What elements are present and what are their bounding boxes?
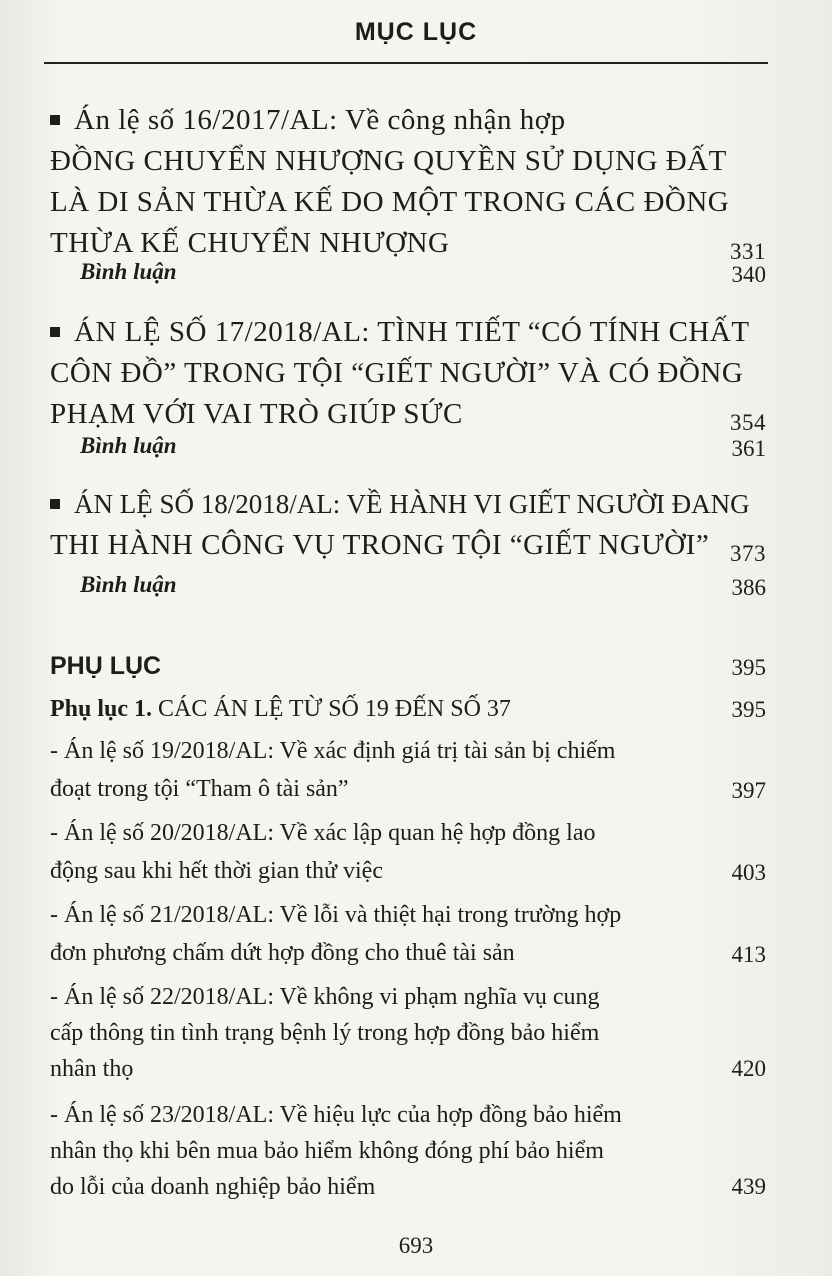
toc-line [50,525,766,566]
toc-entry-title: CÔN ĐỒ” TRONG TỘI “GIẾT NGƯỜI” VÀ CÓ ĐỒNG [50,357,744,389]
toc-line [50,100,766,141]
appendix-item-line: đoạt trong tội “Tham ô tài sản” [50,776,349,802]
toc-line [50,182,766,223]
toc-entry-title: PHẠM VỚI VAI TRÒ GIÚP SỨC [50,398,463,430]
page-number: 354 [730,410,766,435]
appendix-item-line: - Án lệ số 20/2018/AL: Về xác lập quan hệ hợp đồng lao [50,820,596,846]
appendix-item-line: - Án lệ số 23/2018/AL: Về hiệu lực của hợp đồng bảo hiểm [50,1102,622,1128]
page-number: 373 [730,541,766,566]
toc-entry-title: LÀ DI SẢN THỪA KẾ DO MỘT TRONG CÁC ĐỒNG [50,186,730,218]
appendix-item-line: động sau khi hết thời gian thử việc [50,858,383,884]
toc-entry-title: ÁN LỆ SỐ 17/2018/AL: TÌNH TIẾT “CÓ TÍNH CHẤT [74,316,750,348]
appendix-item-line: - Án lệ số 22/2018/AL: Về không vi phạm nghĩa vụ cung [50,984,600,1010]
toc-line [50,484,766,525]
appendix-item-line: đơn phương chấm dứt hợp đồng cho thuê tài sản [50,940,515,966]
square-bullet-icon [50,115,60,125]
page-number: 331 [730,239,766,264]
page-header-title: MỤC LỤC [354,18,478,46]
toc-entry-title: ĐỒNG CHUYỂN NHƯỢNG QUYỀN SỬ DỤNG ĐẤT [50,145,727,177]
page-number: 386 [731,575,766,600]
appendix-item-line: - Án lệ số 21/2018/AL: Về lỗi và thiệt hại trong trường hợp [50,902,622,928]
toc-entry-title: THI HÀNH CÔNG VỤ TRONG TỘI “GIẾT NGƯỜI” [50,529,710,561]
commentary-label: Bình luận [80,572,177,597]
page-number: 439 [731,1174,766,1199]
page-number: 403 [731,860,766,885]
toc-entry-case-17 [50,312,766,435]
appendix-item-line: nhân thọ khi bên mua bảo hiểm không đóng phí bảo hiểm [50,1138,604,1164]
appendix-item-line: - Án lệ số 19/2018/AL: Về xác định giá trị tài sản bị chiếm [50,738,616,764]
page-number: 395 [731,655,766,680]
toc-entry-title: ÁN LỆ SỐ 18/2018/AL: VỀ HÀNH VI GIẾT NGƯỜI ĐANG [74,489,750,519]
page-number: 397 [731,778,766,803]
appendix-item-line: nhân thọ [50,1056,134,1082]
appendix-subsection [50,696,511,723]
toc-entry-title: Án lệ số 16/2017/AL: Về công nhận hợp [74,104,566,136]
toc-line [50,312,766,353]
toc-line [50,141,766,182]
page-number: 395 [731,697,766,722]
appendix-item-line: cấp thông tin tình trạng bệnh lý trong hợp đồng bảo hiểm [50,1020,600,1046]
toc-line [50,353,766,394]
page-number: 340 [731,262,766,287]
page-number: 413 [731,942,766,967]
toc-entry-case-18 [50,484,766,566]
appendix-item-line: do lỗi của doanh nghiệp bảo hiểm [50,1174,376,1200]
toc-line [50,394,766,435]
page-footer-number: 693 [398,1233,434,1258]
commentary-label: Bình luận [80,433,177,458]
commentary-label: Bình luận [80,259,177,284]
toc-entry-case-16 [50,100,766,264]
toc-line [50,223,766,264]
toc-entry-title: THỪA KẾ CHUYỂN NHƯỢNG [50,227,450,259]
page-number: 420 [731,1056,766,1081]
appendix-subsection-label: Phụ lục 1. [50,696,153,722]
header-divider [44,62,768,64]
page-number: 361 [731,436,766,461]
appendix-subsection-title: CÁC ÁN LỆ TỪ SỐ 19 ĐẾN SỐ 37 [158,696,511,722]
square-bullet-icon [50,499,60,509]
appendix-heading: PHỤ LỤC [50,652,162,680]
square-bullet-icon [50,327,60,337]
